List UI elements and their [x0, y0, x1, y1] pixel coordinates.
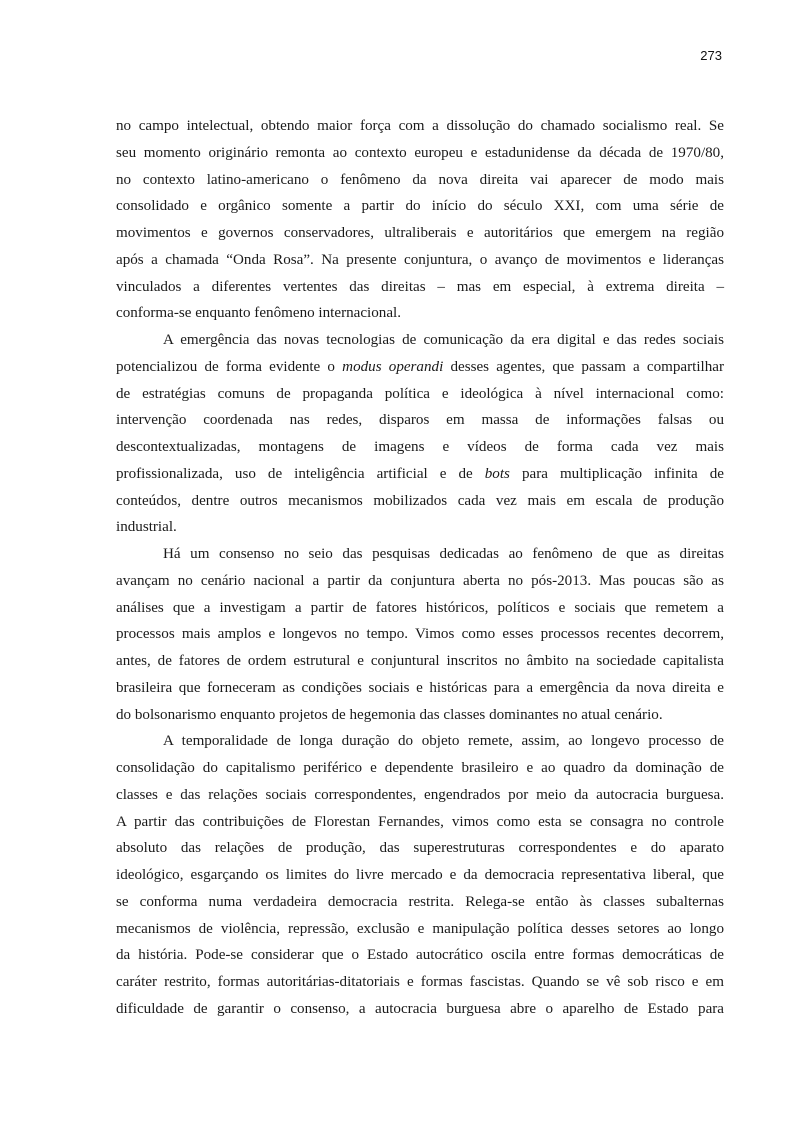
text-line	[116, 461, 724, 488]
italic-term: modus operandi	[342, 358, 444, 375]
text-line: descontextualizadas, montagens de imagens e vídeos de forma cada vez mais	[116, 439, 724, 455]
text-line: A temporalidade de longa duração do objeto remete, assim, ao longevo processo de	[163, 733, 724, 750]
text-line: da história. Pode-se considerar que o Estado autocrático oscila entre formas democráticas de	[116, 947, 724, 964]
text-line: intervenção coordenada nas redes, disparos em massa de informações falsas ou	[116, 412, 724, 429]
text-line	[116, 354, 724, 381]
italic-term: bots	[484, 465, 510, 482]
body-text	[116, 113, 724, 1023]
paragraph	[116, 327, 724, 541]
text-line: conforma-se enquanto fenômeno internacional.	[116, 305, 401, 322]
paragraph	[116, 541, 724, 728]
text-line: industrial.	[116, 519, 177, 536]
text-run: desses agentes, que passam a compartilhar	[443, 358, 724, 375]
text-line: seu momento originário remonta ao contexto europeu e estadunidense da década de 1970/80,	[116, 144, 724, 161]
text-line: consolidado e orgânico somente a partir do início do século XXI, com uma série de	[116, 198, 724, 215]
text-line: movimentos e governos conservadores, ultraliberais e autoritários que emergem na região	[116, 225, 724, 241]
text-line: caráter restrito, formas autoritárias-ditatoriais e formas fascistas. Quando se vê sob risco e em	[116, 974, 724, 990]
text-line: se conforma numa verdadeira democracia restrita. Relega-se então às classes subalternas	[116, 893, 724, 910]
text-line: ideológico, esgarçando os limites do livre mercado e da democracia representativa liberal, que	[116, 867, 724, 883]
text-line: consolidação do capitalismo periférico e dependente brasileiro e ao quadro da dominação de	[116, 760, 724, 776]
text-line: dificuldade de garantir o consenso, a autocracia burguesa abre o aparelho de Estado para	[116, 1000, 724, 1017]
text-run: profissionalizada, uso de inteligência artificial e de	[116, 465, 485, 482]
text-line: brasileira que forneceram as condições sociais e históricas para a emergência da nova direita e	[116, 679, 724, 696]
text-line: processos mais amplos e longevos no tempo. Vimos como esses processos recentes decorrem,	[116, 626, 724, 643]
text-line: de estratégias comuns de propaganda política e ideológica à nível internacional como:	[116, 385, 724, 402]
text-line: classes e das relações sociais correspondentes, engendrados por meio da autocracia burguesa.	[116, 786, 724, 803]
paragraph	[116, 113, 724, 327]
text-line: conteúdos, dentre outros mecanismos mobilizados cada vez mais em escala de produção	[116, 492, 724, 509]
text-line: após a chamada “Onda Rosa”. Na presente conjuntura, o avanço de movimentos e lideranças	[116, 251, 724, 268]
text-line: A partir das contribuições de Florestan Fernandes, vimos como esta se consagra no controle	[116, 813, 724, 830]
text-line: Há um consenso no seio das pesquisas dedicadas ao fenômeno de que as direitas	[163, 546, 724, 562]
text-line: antes, de fatores de ordem estrutural e conjuntural inscritos no âmbito na sociedade capitalista	[116, 653, 724, 669]
text-line: A emergência das novas tecnologias de comunicação da era digital e das redes sociais	[163, 332, 724, 348]
text-line: mecanismos de violência, repressão, exclusão e manipulação política desses setores ao longo	[116, 920, 724, 937]
page-number: 273	[700, 48, 722, 63]
text-line: no contexto latino-americano o fenômeno da nova direita vai aparecer de modo mais	[116, 171, 724, 188]
text-run: para multiplicação infinita de	[509, 465, 724, 482]
paragraph	[116, 728, 724, 1022]
text-line: no campo intelectual, obtendo maior força com a dissolução do chamado socialismo real. Se	[116, 118, 724, 134]
text-run: potencializou de forma evidente o	[116, 358, 343, 375]
text-line: análises que a investigam a partir de fatores históricos, políticos e sociais que remetem a	[116, 599, 724, 616]
text-line: do bolsonarismo enquanto projetos de hegemonia das classes dominantes no atual cenário.	[116, 706, 663, 723]
text-line: vinculados a diferentes vertentes das direitas – mas em especial, à extrema direita –	[116, 278, 724, 295]
text-line: avançam no cenário nacional a partir da conjuntura aberta no pós-2013. Mas poucas são as	[116, 572, 724, 589]
text-line: absoluto das relações de produção, das superestruturas correspondentes e do aparato	[116, 840, 724, 857]
